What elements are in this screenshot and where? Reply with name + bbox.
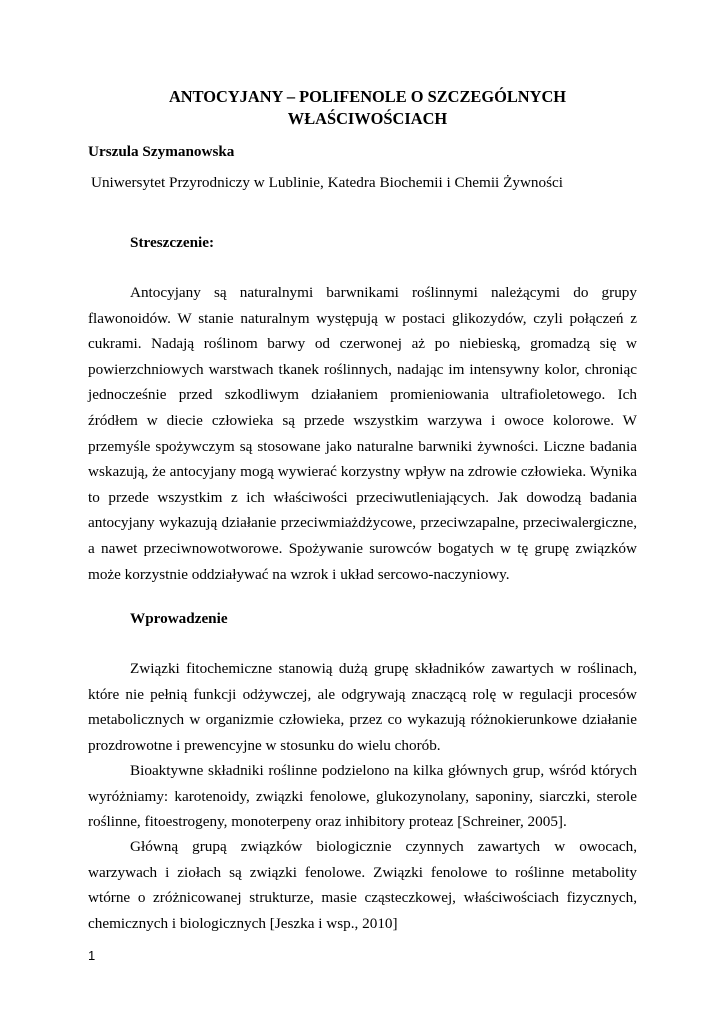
page-number: 1 xyxy=(88,948,96,963)
intro-paragraph-3: Główną grupą związków biologicznie czynnych zawartych w owocach, warzywach i ziołach są związki fenolowe. Związki fenolowe to roślinne metabolity wtórne o zróżnicowanej strukturze, masie cząsteczkowej, właściwościach fizycznych, chemicznych i biologicznych [Jeszka i wsp., 2010] xyxy=(88,838,637,932)
intro-paragraph-1: Związki fitochemiczne stanowią dużą grupę składników zawartych w roślinach, które nie pełnią funkcji odżywczej, ale odgrywają znaczącą rolę w regulacji procesów metabolicznych w organizmie człowieka, przez co wykazują różnokierunkowe działanie prozdrowotne i prewencyjne w stosunku do wielu chorób. xyxy=(88,660,637,754)
abstract-paragraph: Antocyjany są naturalnymi barwnikami roślinnymi należącymi do grupy flawonoidów. W stanie naturalnym występują w postaci glikozydów, czyli połączeń z cukrami. Nadają roślinom barwy od czerwonej aż po niebieską, gromadzą się w powierzchniowych warstwach tkanek roślinnych, nadając im intensywny kolor, chroniąc jednocześnie przed szkodliwym działaniem promieniowania ultrafioletowego. Ich źródłem w diecie człowieka są przede wszystkim warzywa i owoce kolorowe. W przemyśle spożywczym są stosowane jako naturalne barwniki żywności. Liczne badania wskazują, że antocyjany mogą wywierać korzystny wpływ na zdrowie człowieka. Wynika to przede wszystkim z ich właściwości przeciwutleniających. Jak dowodzą badania antocyjany wykazują działanie przeciwmiażdżycowe, przeciwzapalne, przeciwalergiczne, a nawet przeciwnowotworowe. Spożywanie surowców bogatych w tę grupę związków może korzystnie oddziaływać na wzrok i układ sercowo-naczyniowy. xyxy=(88,284,637,583)
author-name: Urszula Szymanowska xyxy=(88,143,235,160)
author-affiliation: Uniwersytet Przyrodniczy w Lublinie, Katedra Biochemii i Chemii Żywności xyxy=(91,174,563,191)
introduction-heading: Wprowadzenie xyxy=(130,610,228,627)
abstract-heading: Streszczenie: xyxy=(130,234,215,251)
intro-paragraph-2: Bioaktywne składniki roślinne podzielono na kilka głównych grup, wśród których wyróżniamy: karotenoidy, związki fenolowe, glukozynolany, saponiny, siarczki, sterole roślinne, fitoestrogeny, monoterpeny oraz inhibitory proteaz [Schreiner, 2005]. xyxy=(88,762,637,831)
paper-title: ANTOCYJANY – POLIFENOLE O SZCZEGÓLNYCH WŁAŚCIWOŚCIACH xyxy=(168,87,567,128)
